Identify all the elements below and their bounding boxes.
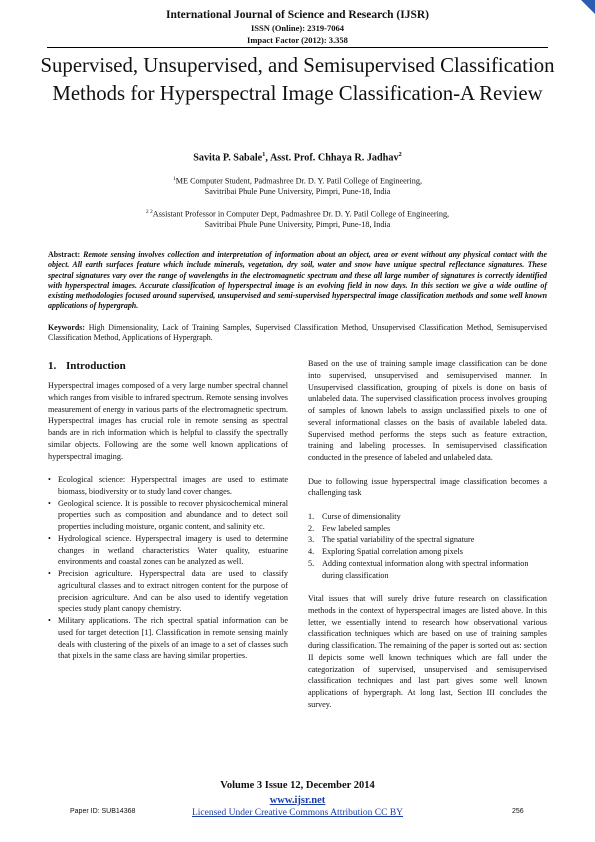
list-item-text: Precision agriculture. Hyperspectral data are used to classify agricultural classes and to extract nitrogen content for the purpose of precision agriculture. And can be also used to identify vegetation species study plant canopy chemistry.	[58, 569, 288, 614]
license-link[interactable]: Licensed Under Creative Commons Attribution CC BY	[191, 808, 404, 818]
list-item	[308, 546, 547, 558]
list-item	[308, 523, 547, 535]
keywords	[48, 323, 547, 344]
author-1-sup: 1	[262, 151, 266, 158]
challenges-list	[308, 511, 547, 582]
paper-title: Supervised, Unsupervised, and Semisupervised Classification Methods for Hyperspectral Image Classification-A Review	[40, 54, 555, 105]
list-item-text: Few labeled samples	[322, 523, 391, 533]
bullet-icon: •	[48, 569, 51, 578]
abstract	[48, 250, 547, 312]
author-separator: ,	[265, 152, 270, 164]
author-2-sup: 2	[398, 151, 402, 158]
list-number: 2.	[308, 523, 315, 533]
abstract-text: Remote sensing involves collection and interpretation of information about an object, area or event without any physical contact with the object. All earth surfaces feature which include minerals, vegetation, dry soil, water and snow have unique spectral reflectance signatures. These spectral signatures vary over the range of wavelengths in the electromagnetic spectrum and these all large number of signatures is correctly identified with hyperspectral images. Accurate classification of hyperspectral image is an evolving field in now days. In this section we give a wide outline of existing methodologies focused around supervised, unsupervised and semi-supervised hyperspectral image classification methods and some well known applications of hypergraph.	[48, 250, 547, 311]
website-link[interactable]: www.ijsr.net	[269, 795, 326, 806]
list-number: 4.	[308, 547, 315, 556]
author-1: Savita P. Sabale	[193, 152, 263, 164]
bullet-icon: •	[48, 498, 51, 508]
list-item	[48, 474, 288, 498]
affiliation-2	[0, 207, 595, 231]
list-number: 3.	[308, 535, 315, 545]
affiliation-1-sup: 1	[172, 176, 176, 182]
outline-paragraph: Vital issues that will surely drive future research on classification methods in the context of hyperspectral images are listed above. In this letter, we essentially intend to research how observational various classification techniques which are based on use of training samples during classification. The remaining of the paper is sorted out as: section II depicts some well known techniques which are fall under the categorization of supervised, unsupervised and semisupervised classification techniques and last part gives some well known applications of hypergraph. At long last, Section III concludes the survey.	[308, 594, 547, 709]
affiliation-1-line2: Savitribai Phule Pune University, Pimpri, Pune-18, India	[204, 187, 391, 197]
list-item	[308, 558, 547, 582]
author-line	[0, 151, 595, 163]
author-2: Asst. Prof. Chhaya R. Jadhav	[269, 152, 399, 164]
list-item	[308, 534, 547, 546]
affiliation-2-sup: 2 2	[145, 209, 153, 215]
list-item	[48, 498, 288, 533]
list-item-text: Hydrological science. Hyperspectral imagery is used to determine changes in wetland characteristics Water quality, estuarine environments and coastal zones can be analyzed as well.	[58, 533, 288, 567]
list-item-text: Adding contextual information along with spectral information during classification	[322, 558, 529, 580]
header-rule	[47, 47, 548, 48]
list-item-text: Exploring Spatial correlation among pixels	[322, 547, 463, 556]
issn-line: ISSN (Online): 2319-7064	[250, 23, 345, 33]
list-item	[308, 511, 547, 523]
bullet-icon: •	[48, 533, 51, 543]
footer-website	[0, 795, 595, 806]
bullet-icon: •	[48, 616, 51, 625]
list-item-text: Military applications. The rich spectral spatial information can be used for target detection [1]. Classification in remote sensing mainly deals with clustering of the pixels of an image to a set of classes such that pixels in the same class are having similar properties.	[58, 616, 288, 661]
intro-paragraph: Hyperspectral images composed of a very large number spectral channel which ranges from visible to infrared spectrum. Remote sensing involves measurement of energy in various parts of the electromagnetic spectrum. Hyperspectral images has crucial role in remote sensing as spectral bands are in rich information which is helpful to classify the spectrally similar objects. Following are the some well known applications of hyperspectral imaging.	[48, 381, 288, 461]
right-column	[308, 358, 547, 722]
section-heading-introduction	[48, 360, 126, 372]
bullet-icon: •	[48, 475, 51, 484]
list-item	[48, 568, 288, 615]
list-number: 5.	[308, 558, 315, 568]
abstract-label: Abstract:	[48, 250, 81, 259]
affiliation-2-line1: Assistant Professor in Computer Dept, Padmashree Dr. D. Y. Patil College of Engineering,	[152, 209, 450, 219]
affiliation-1	[0, 174, 595, 198]
list-item-text: Ecological science: Hyperspectral images are used to estimate biomass, biodiversity or to study land cover changes.	[58, 475, 288, 496]
keywords-text: High Dimensionality, Lack of Training Samples, Supervised Classification Method, Unsupervised Classification Method, Semisupervised Classification Method, Applications of Hypergraph.	[48, 323, 548, 343]
challenges-intro: Due to following issue hyperspectral image classification becomes a challenging task	[308, 476, 547, 498]
list-item	[48, 615, 288, 662]
impact-factor-line: Impact Factor (2012): 3.358	[247, 35, 348, 45]
list-number: 1.	[308, 511, 315, 521]
keywords-label: Keywords:	[48, 323, 86, 332]
bookmark-corner-icon	[581, 0, 595, 14]
list-item-text: The spatial variability of the spectral signature	[322, 535, 475, 545]
list-item-text: Geological science. It is possible to recover physicochemical mineral properties such as composition and abundance and to detect soil properties including moisture, organic content, and salinity etc.	[58, 498, 288, 531]
applications-list	[48, 474, 288, 662]
page-number: 256	[512, 808, 524, 815]
journal-name: International Journal of Science and Research (IJSR)	[165, 9, 429, 21]
list-item	[48, 533, 288, 568]
paper-id: Paper ID: SUB14368	[70, 808, 136, 815]
section-title: Introduction	[66, 360, 126, 372]
classification-paragraph: Based on the use of training sample image classification can be done into supervised, unsupervised and semisupervised manner. In Unsupervised classification, grouping of pixels is done on basis of unlabeled data. The supervised classification process involves grouping of samples of known labels to assign unclassified pixels to one of several informational classes on the basis of available labeled data. Supervised method performs the steps such as feature extraction, training and labeling processes. In semisupervised classification conducted in the presence of labeled and unlabeled data.	[308, 359, 547, 462]
section-number: 1.	[48, 360, 57, 372]
volume-issue: Volume 3 Issue 12, December 2014	[220, 780, 375, 791]
left-column	[48, 380, 288, 662]
list-item-text: Curse of dimensionality	[322, 511, 401, 521]
affiliation-2-line2: Savitribai Phule Pune University, Pimpri, Pune-18, India	[204, 220, 391, 230]
affiliation-1-line1: ME Computer Student, Padmashree Dr. D. Y. Patil College of Engineering,	[175, 176, 423, 186]
